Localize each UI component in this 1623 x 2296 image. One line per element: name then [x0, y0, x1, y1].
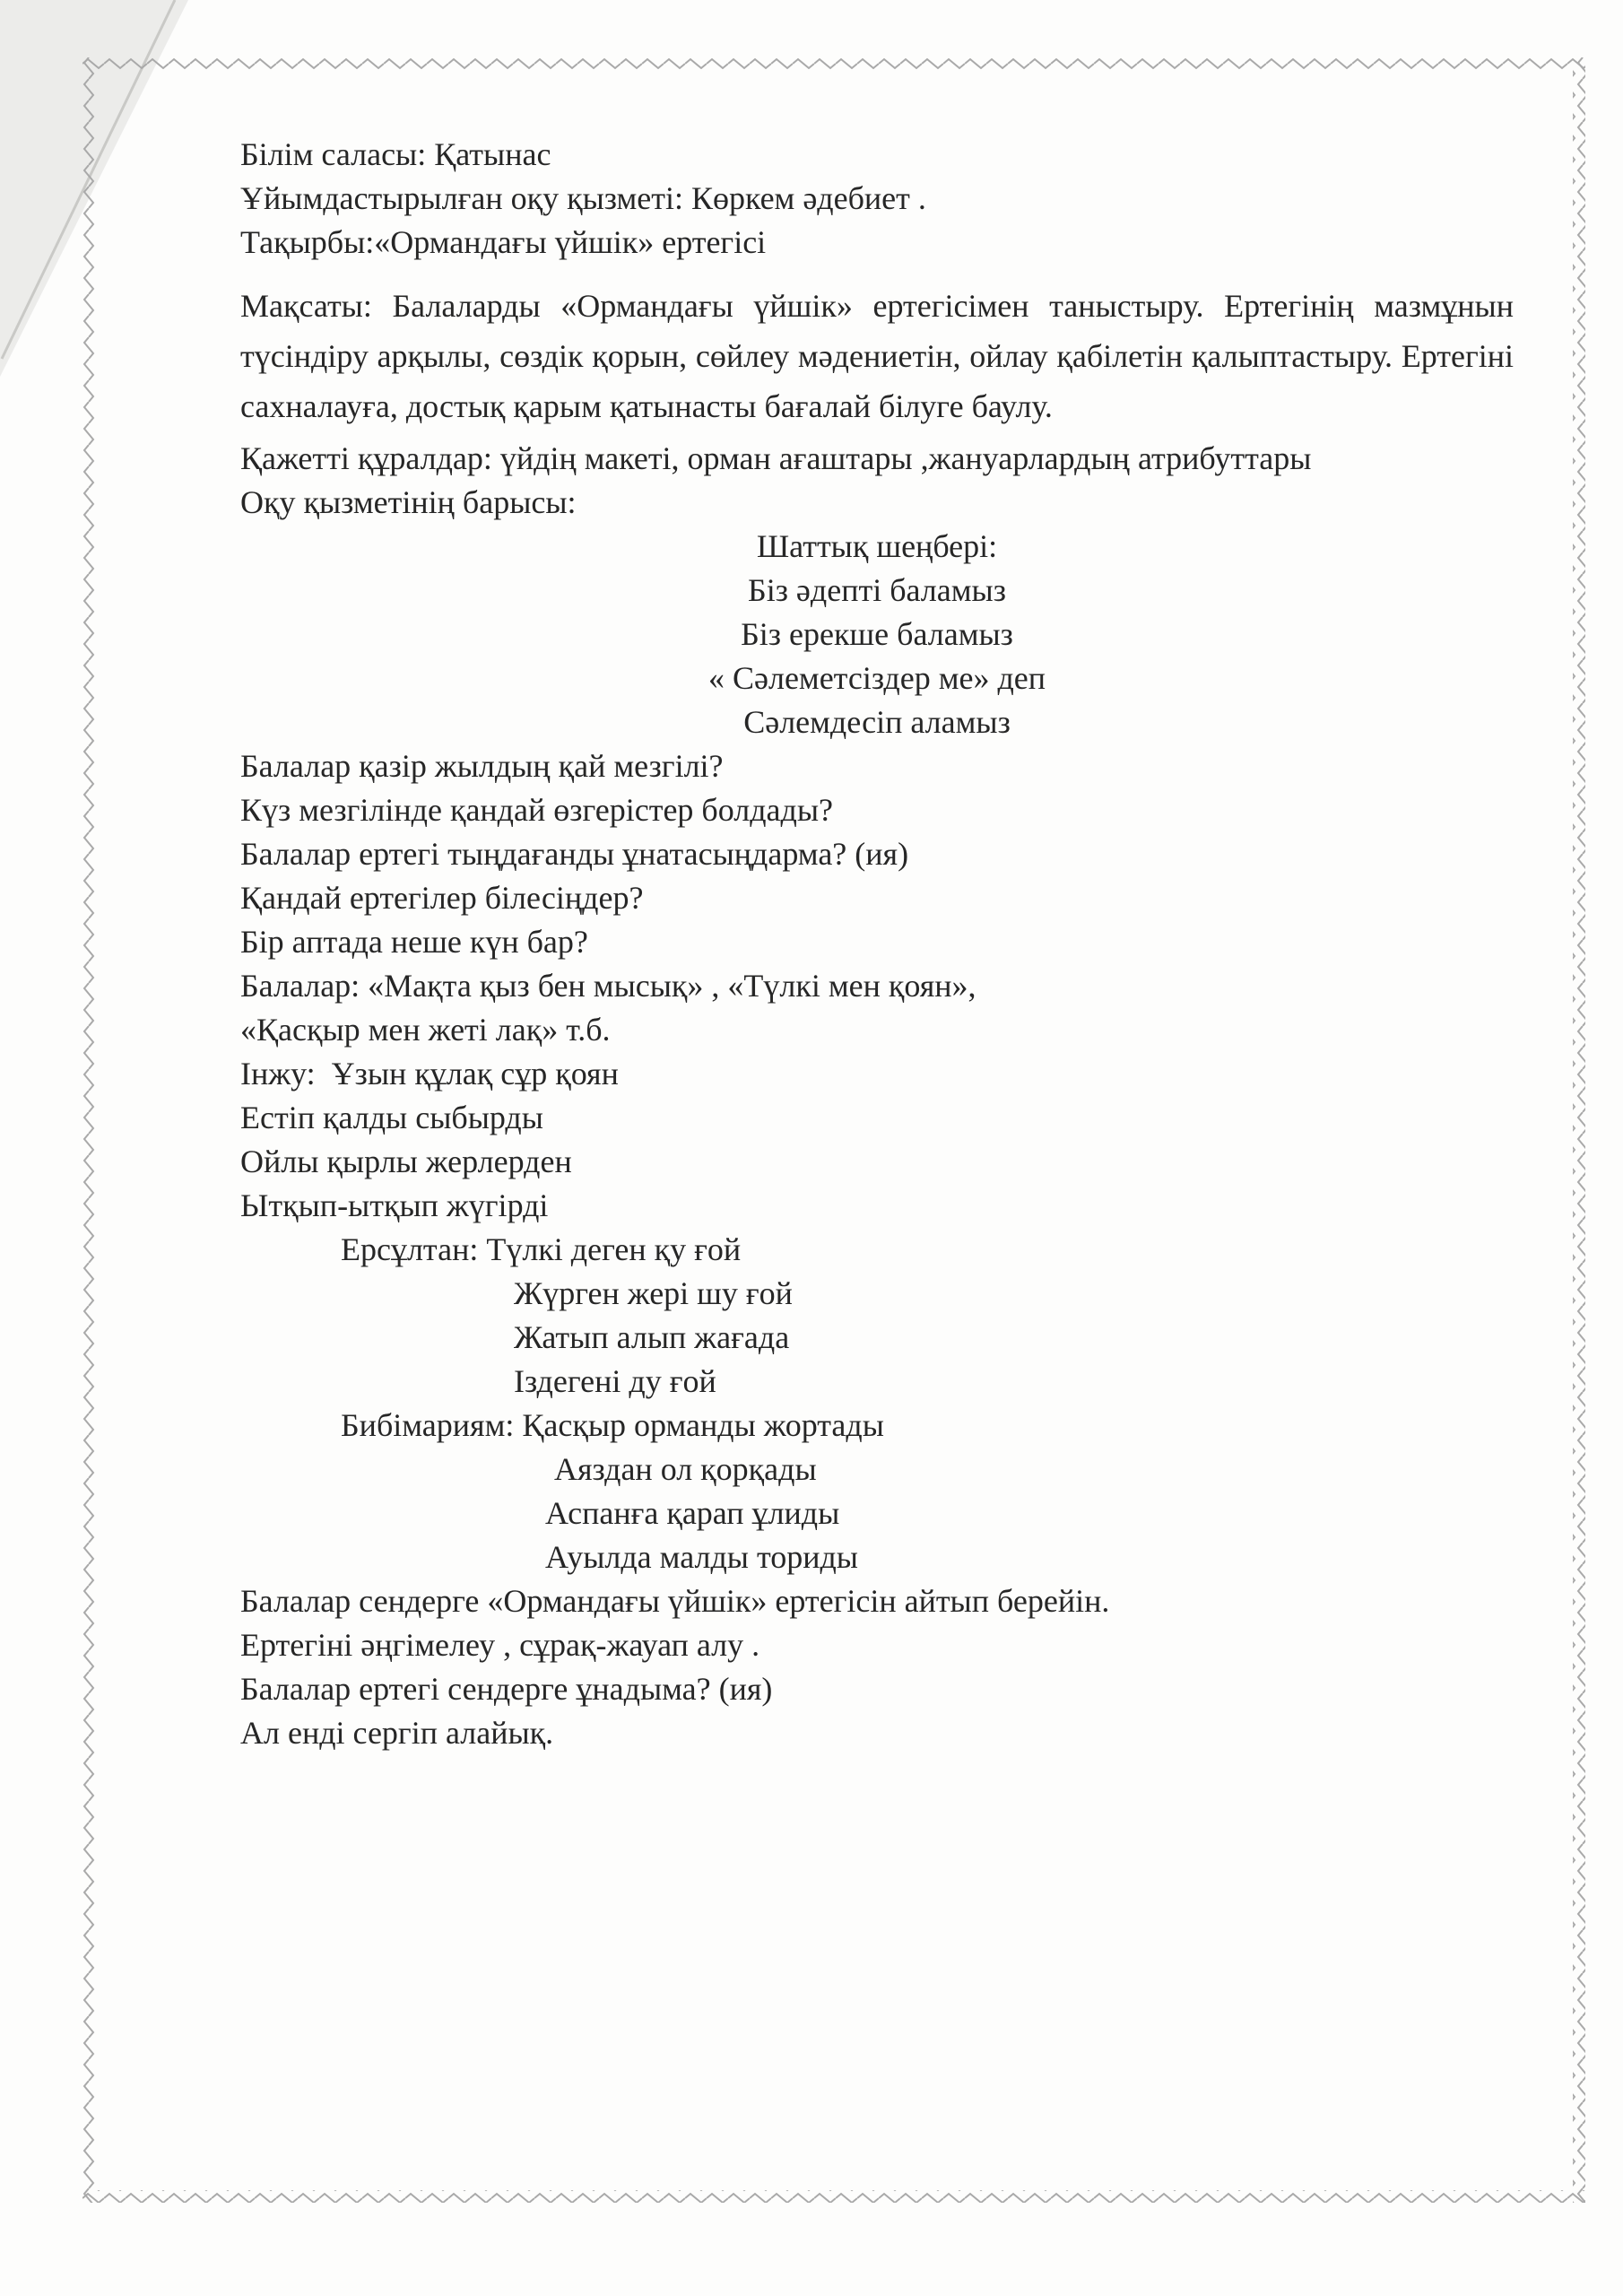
document-body — [240, 133, 1514, 1755]
organized-activity-line: Ұйымдастырылған оқу қызметі: Көркем әдебиет . — [240, 180, 926, 216]
topic-line: Тақырбы:«Ормандағы үйшік» ертегісі — [240, 224, 767, 260]
closing-line: Ал енді сергіп алайық. — [240, 1715, 554, 1751]
question-line: Қандай ертегілер білесіңдер? — [240, 880, 644, 916]
question-line: Балалар қазір жылдың қай мезгілі? — [240, 748, 724, 784]
inzhu-poem-line: Інжу: Ұзын құлақ сұр қоян — [240, 1056, 619, 1091]
ersultan-poem-line: Жатып алып жағада — [514, 1319, 790, 1355]
progress-line: Оқу қызметінің барысы: — [240, 484, 577, 520]
ersultan-poem-line: Жүрген жері шу ғой — [514, 1275, 793, 1311]
inzhu-poem-line: Ытқып-ытқып жүгірді — [240, 1187, 549, 1223]
closing-line: Балалар сендерге «Ормандағы үйшік» ертегісін айтып берейін. — [240, 1583, 1110, 1619]
inzhu-poem-line: Естіп қалды сыбырды — [240, 1100, 543, 1135]
answer-line: Балалар: «Мақта қыз бен мысық» , «Түлкі мен қоян», — [240, 968, 976, 1004]
bibimariyam-poem-line: Аяздан ол қорқады — [554, 1451, 817, 1487]
joy-circle-verse-line: Біз әдепті баламыз — [748, 572, 1006, 608]
closing-line: Ертегіні әңгімелеу , сұрақ-жауап алу . — [240, 1627, 760, 1663]
question-line: Күз мезгілінде қандай өзгерістер болдады? — [240, 792, 834, 828]
tools-line: Қажетті құралдар: үйдің макеті, орман ағаштары ,жануарлардың атрибуттары — [240, 440, 1312, 476]
bibimariyam-poem-line: Аспанға қарап ұлиды — [545, 1495, 840, 1531]
ersultan-poem-line: Ерсұлтан: Түлкі деген қу ғой — [341, 1231, 742, 1267]
joy-circle-verse-line: « Сәлеметсіздер ме» деп — [707, 660, 1046, 696]
question-line: Бір аптада неше күн бар? — [240, 924, 588, 960]
inzhu-poem-line: Ойлы қырлы жерлерден — [240, 1144, 572, 1179]
answer-line: «Қасқыр мен жеті лақ» т.б. — [240, 1012, 611, 1048]
joy-circle-title: Шаттық шеңбері: — [756, 528, 998, 564]
goal-paragraph: Мақсаты: Балаларды «Ормандағы үйшік» ертегісімен таныстыру. Ертегінің мазмұнын түсіндіру арқылы, сөздік қорын, сөйлеу мәдениетін, ойлау қабілетін қалыптастыру. Ертегіні сахналауға, достық қарым қатынасты бағалай білуге баулу. — [240, 288, 1514, 424]
bibimariyam-poem-line: Бибімариям: Қасқыр орманды жортады — [341, 1407, 884, 1443]
ersultan-poem-line: Іздегені ду ғой — [514, 1363, 716, 1399]
education-area-line: Білім саласы: Қатынас — [240, 136, 551, 172]
closing-line: Балалар ертегі сендерге ұнадыма? (ия) — [240, 1671, 773, 1707]
joy-circle-verse-line: Сәлемдесіп аламыз — [743, 704, 1011, 740]
joy-circle-verse-line: Біз ерекше баламыз — [741, 616, 1013, 652]
question-line: Балалар ертегі тыңдағанды ұнатасыңдарма? (ия) — [240, 836, 909, 872]
scan-corner-shadow — [0, 0, 188, 377]
bibimariyam-poem-line: Ауылда малды ториды — [545, 1539, 858, 1575]
